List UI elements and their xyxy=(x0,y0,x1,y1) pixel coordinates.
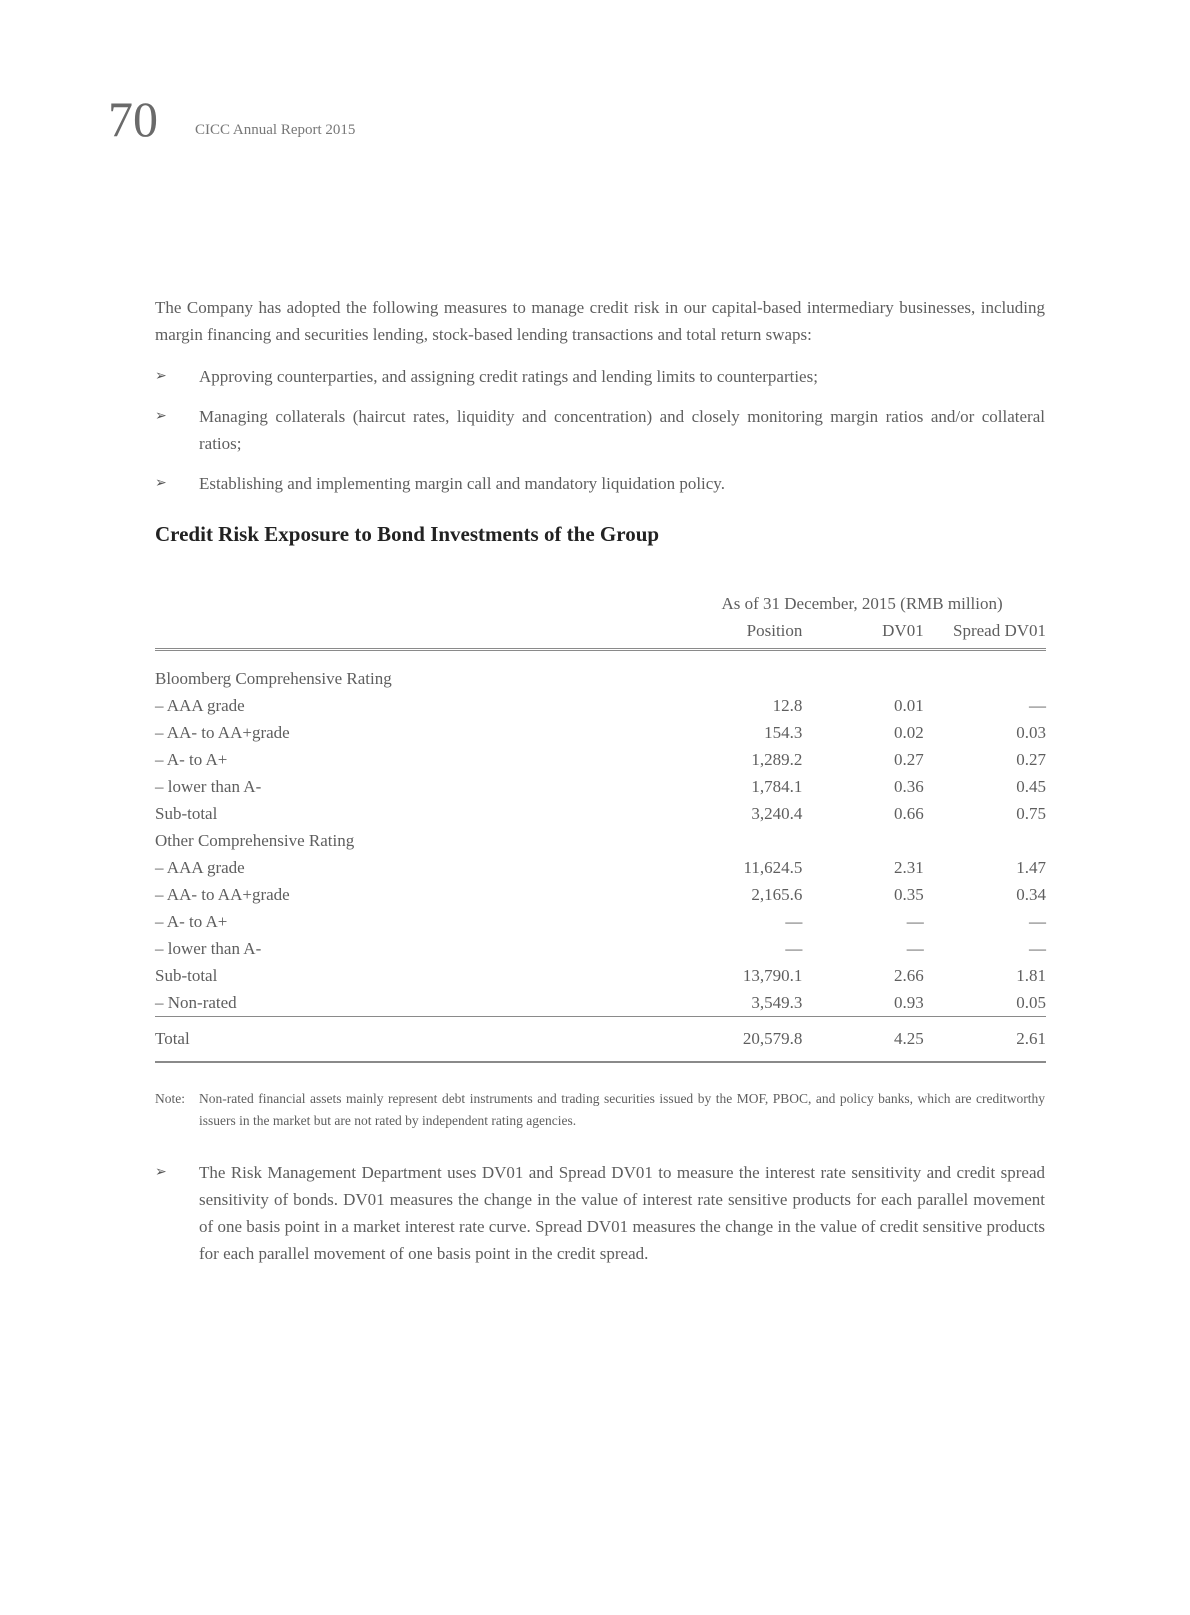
section-heading: Credit Risk Exposure to Bond Investments of the Group xyxy=(155,522,660,546)
gap xyxy=(802,854,812,881)
page-number: 70 xyxy=(108,91,158,147)
arrow-bullet-icon: ➢ xyxy=(155,475,167,491)
gap xyxy=(802,989,812,1017)
cell-spread-dv01: 0.05 xyxy=(934,989,1046,1017)
table-row xyxy=(155,881,1046,908)
bullet-text: Approving counterparties, and assigning credit ratings and lending limits to counterparties; xyxy=(199,367,818,386)
intro-paragraph: The Company has adopted the following measures to manage credit risk in our capital-based intermediary businesses, including margin financing and securities lending, stock-based lending transactions and total return swaps: xyxy=(155,298,1045,344)
gap xyxy=(924,719,934,746)
gap xyxy=(802,962,812,989)
cell-position: 1,289.2 xyxy=(751,749,803,769)
cell-spread-dv01: — xyxy=(1029,938,1046,958)
cell-dv01: 0.66 xyxy=(893,803,924,823)
column-header-position: Position xyxy=(678,617,802,650)
cell-dv01: 0.93 xyxy=(812,989,923,1017)
gap xyxy=(924,881,934,908)
gap xyxy=(924,800,934,827)
cell-dv01: 4.25 xyxy=(812,1017,923,1063)
list-item xyxy=(155,1159,1045,1267)
gap xyxy=(802,746,812,773)
arrow-bullet-icon: ➢ xyxy=(155,1164,167,1180)
table-row xyxy=(155,854,1046,881)
cell-position: 12.8 xyxy=(772,695,803,715)
table-row xyxy=(155,962,1046,989)
table-note xyxy=(155,1088,1045,1132)
list-item xyxy=(155,470,1045,497)
gap xyxy=(924,962,934,989)
cell-spread-dv01: — xyxy=(1029,695,1046,715)
row-label: – AAA grade xyxy=(155,857,245,877)
cell-position: — xyxy=(785,938,803,958)
gap xyxy=(924,746,934,773)
row-label: Sub-total xyxy=(155,803,218,823)
cell-dv01: 0.02 xyxy=(893,722,924,742)
credit-risk-table xyxy=(155,590,1046,1063)
gap xyxy=(802,881,812,908)
gap xyxy=(802,692,812,719)
row-label: – Non-rated xyxy=(155,989,678,1017)
row-label: Bloomberg Comprehensive Rating xyxy=(155,668,392,688)
row-label: – A- to A+ xyxy=(155,749,228,769)
gap xyxy=(924,935,934,962)
cell-position: 154.3 xyxy=(764,722,803,742)
bullet-text: The Risk Management Department uses DV01 and Spread DV01 to measure the interest rate sensitivity and credit spread sensitivity of bonds. DV01 measures the change in the value of interest rate sensitive products for each parallel movement of one basis point in a market interest rate curve. Spread DV01 measures the change in the value of credit sensitive products for each parallel movement of one basis point in the credit spread. xyxy=(199,1163,1045,1263)
gap xyxy=(924,665,934,692)
row-label: Sub-total xyxy=(155,965,218,985)
closing-list xyxy=(155,1159,1045,1280)
cell-dv01: 2.66 xyxy=(893,965,924,985)
cell-position: 11,624.5 xyxy=(743,857,803,877)
row-label: – lower than A- xyxy=(155,776,262,796)
arrow-bullet-icon: ➢ xyxy=(155,368,167,384)
table-row xyxy=(155,827,1046,854)
cell-spread-dv01: 0.75 xyxy=(1016,803,1046,823)
cell-spread-dv01: 1.81 xyxy=(1016,965,1046,985)
row-label: – AA- to AA+grade xyxy=(155,722,290,742)
table-row xyxy=(155,773,1046,800)
cell-dv01: 0.36 xyxy=(893,776,924,796)
cell-spread-dv01: 0.03 xyxy=(1016,722,1046,742)
cell-dv01: 0.01 xyxy=(893,695,924,715)
cell-dv01: — xyxy=(906,938,924,958)
gap xyxy=(802,773,812,800)
note-text: Non-rated financial assets mainly represent debt instruments and trading securities issued by the MOF, PBOC, and policy banks, which are creditworthy issuers in the market but are not rated by independent rating agencies. xyxy=(199,1091,1045,1128)
cell-spread-dv01 xyxy=(934,827,1046,854)
gap xyxy=(802,908,812,935)
gap xyxy=(924,908,934,935)
gap xyxy=(802,1017,812,1063)
cell-dv01: 0.27 xyxy=(893,749,924,769)
table-row xyxy=(155,719,1046,746)
cell-spread-dv01: 0.45 xyxy=(1016,776,1046,796)
list-item xyxy=(155,403,1045,457)
gap xyxy=(924,827,934,854)
row-label: Total xyxy=(155,1017,678,1063)
cell-position: 3,240.4 xyxy=(751,803,803,823)
gap xyxy=(802,800,812,827)
gap xyxy=(924,1017,934,1063)
cell-spread-dv01: 2.61 xyxy=(934,1017,1046,1063)
row-label: – AA- to AA+grade xyxy=(155,884,290,904)
cell-spread-dv01: 1.47 xyxy=(1016,857,1046,877)
note-label: Note: xyxy=(155,1091,185,1106)
gap xyxy=(802,665,812,692)
row-label: – A- to A+ xyxy=(155,911,228,931)
report-title: CICC Annual Report 2015 xyxy=(195,122,356,138)
table-row xyxy=(155,746,1046,773)
table-row xyxy=(155,989,1046,1017)
cell-position: — xyxy=(785,911,803,931)
bullet-text: Managing collaterals (haircut rates, liquidity and concentration) and closely monitoring margin ratios and/or collateral ratios; xyxy=(199,407,1045,453)
arrow-bullet-icon: ➢ xyxy=(155,408,167,424)
gap xyxy=(924,773,934,800)
total-row xyxy=(155,1017,1046,1063)
row-label: – AAA grade xyxy=(155,695,245,715)
cell-spread-dv01: 0.34 xyxy=(1016,884,1046,904)
cell-position: 1,784.1 xyxy=(751,776,803,796)
cell-dv01: 2.31 xyxy=(893,857,924,877)
cell-dv01: 0.35 xyxy=(893,884,924,904)
column-header-dv01: DV01 xyxy=(812,617,923,650)
cell-spread-dv01 xyxy=(934,665,1046,692)
gap xyxy=(924,989,934,1017)
row-label: Other Comprehensive Rating xyxy=(155,830,355,850)
table-row xyxy=(155,935,1046,962)
cell-dv01 xyxy=(812,827,923,854)
table-row xyxy=(155,665,1046,692)
gap xyxy=(802,827,812,854)
gap xyxy=(924,854,934,881)
table-row xyxy=(155,908,1046,935)
list-item xyxy=(155,363,1045,390)
gap xyxy=(802,935,812,962)
cell-position: 2,165.6 xyxy=(751,884,803,904)
cell-position: 13,790.1 xyxy=(742,965,803,985)
table-row xyxy=(155,800,1046,827)
row-label: – lower than A- xyxy=(155,938,262,958)
table-group-header: As of 31 December, 2015 (RMB million) xyxy=(721,593,1003,613)
table-row xyxy=(155,692,1046,719)
cell-position xyxy=(678,827,802,854)
cell-spread-dv01: — xyxy=(1029,911,1046,931)
cell-dv01: — xyxy=(906,911,924,931)
bullet-text: Establishing and implementing margin call and mandatory liquidation policy. xyxy=(199,474,725,493)
gap xyxy=(924,692,934,719)
cell-position xyxy=(678,665,802,692)
cell-position: 20,579.8 xyxy=(678,1017,802,1063)
cell-position: 3,549.3 xyxy=(678,989,802,1017)
gap xyxy=(802,719,812,746)
cell-spread-dv01: 0.27 xyxy=(1016,749,1046,769)
cell-dv01 xyxy=(812,665,923,692)
measures-list xyxy=(155,363,1045,510)
column-header-spread-dv01: Spread DV01 xyxy=(934,617,1046,650)
